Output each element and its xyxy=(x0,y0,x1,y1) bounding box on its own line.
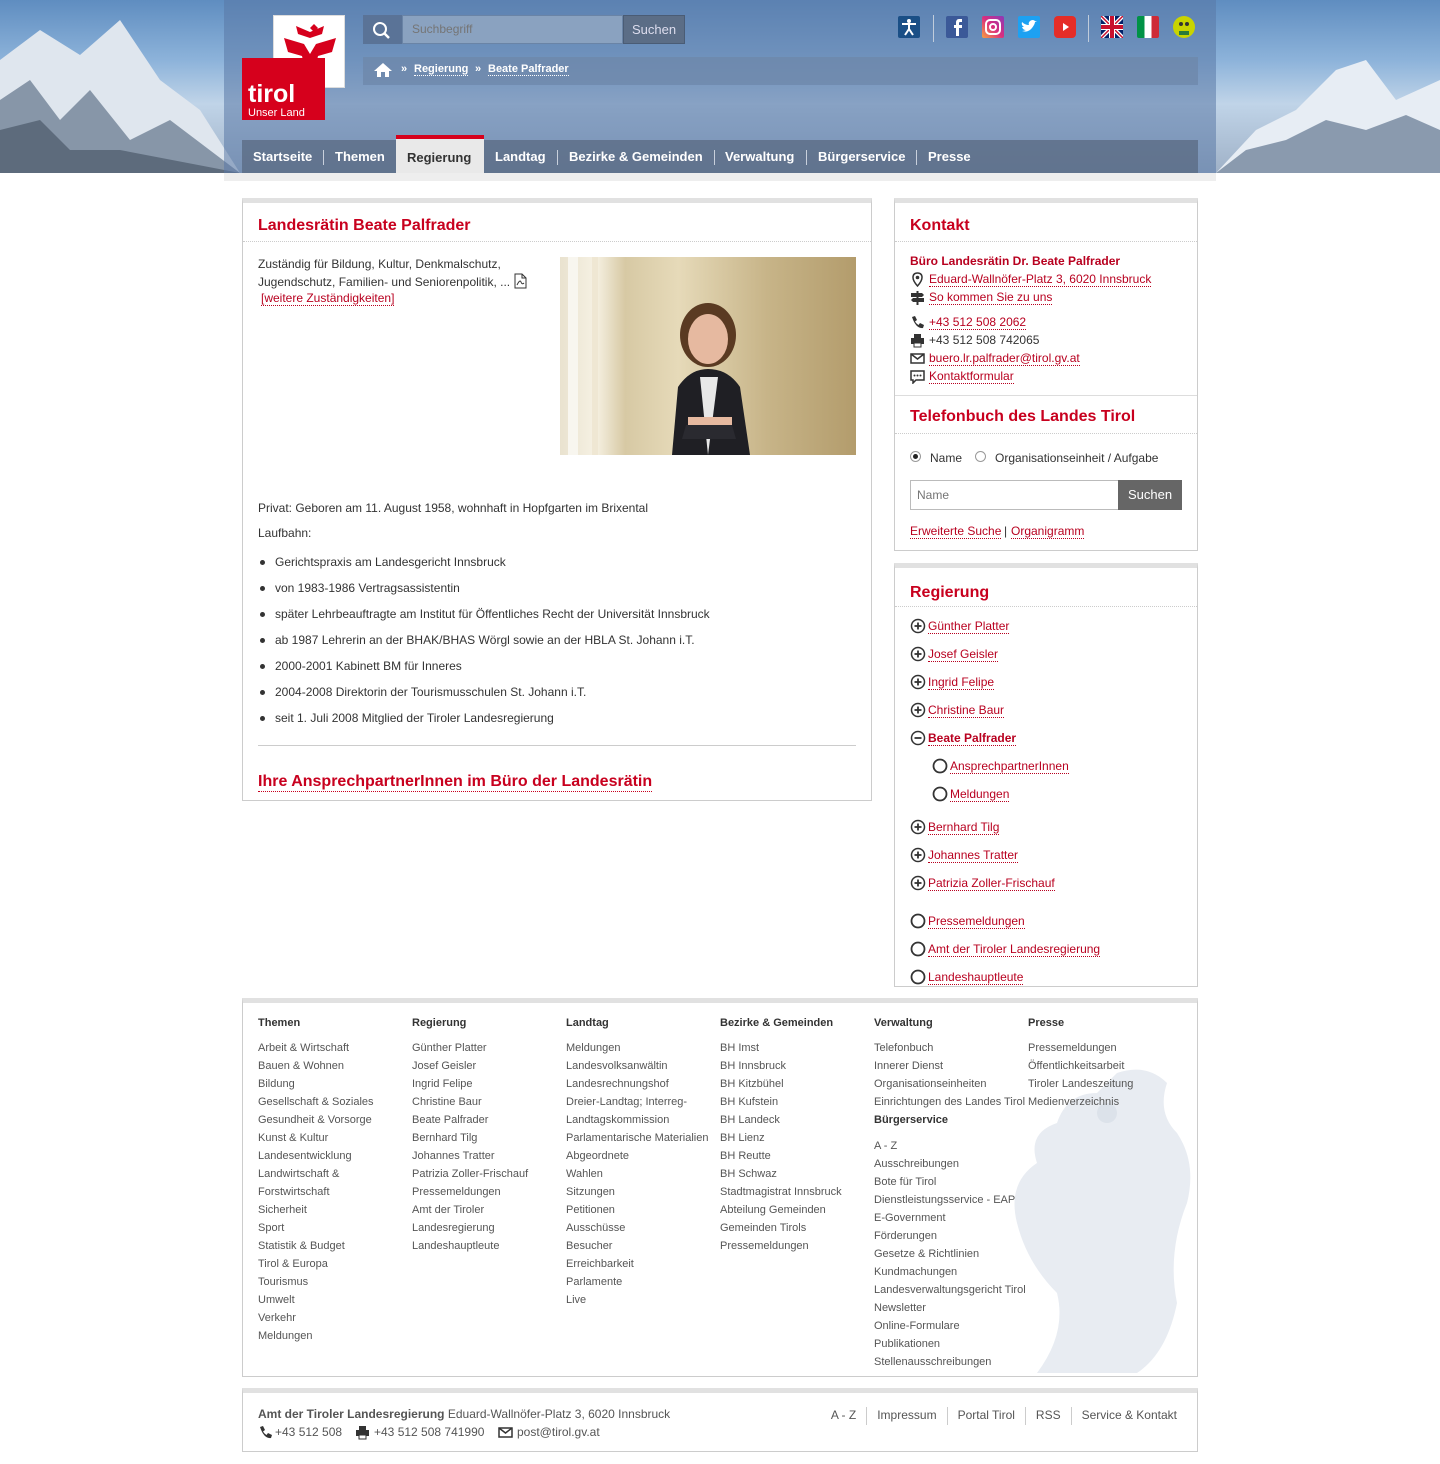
nav-regierung[interactable]: Regierung xyxy=(396,135,484,173)
regierung-member-link[interactable]: Günther Platter xyxy=(928,619,1010,633)
footer-link[interactable]: Tirol & Europa xyxy=(258,1258,328,1270)
footer-link[interactable]: Sitzungen xyxy=(566,1186,615,1198)
regierung-extra-link[interactable]: Landeshauptleute xyxy=(928,970,1024,984)
regierung-subitem-link[interactable]: Meldungen xyxy=(950,787,1010,801)
radio-name[interactable] xyxy=(910,451,921,462)
footer-link[interactable]: Telefonbuch xyxy=(874,1042,934,1054)
regierung-member-link[interactable]: Bernhard Tilg xyxy=(928,820,1000,834)
regierung-member-link[interactable]: Patrizia Zoller-Frischauf xyxy=(928,876,1055,890)
title-divider xyxy=(243,241,871,242)
footer-link[interactable]: Landesentwicklung xyxy=(258,1150,352,1162)
footer-link[interactable]: Patrizia Zoller-Frischauf xyxy=(412,1168,529,1180)
list-item: später Lehrbeauftragte am Institut für Öffentliches Recht der Universität Innsbruck xyxy=(275,607,710,621)
main-navigation xyxy=(242,140,1198,173)
circle-icon xyxy=(910,913,926,929)
regierung-member-link[interactable]: Beate Palfrader xyxy=(928,731,1017,745)
phonebook-name-input[interactable] xyxy=(910,480,1119,510)
list-bullet xyxy=(260,690,265,695)
email-link[interactable]: buero.lr.palfrader@tirol.gv.at xyxy=(929,351,1080,365)
flag-uk-icon[interactable] xyxy=(1101,16,1123,38)
footer-link[interactable]: Gesetze & Richtlinien xyxy=(874,1248,980,1260)
breadcrumb-separator: » xyxy=(475,63,482,75)
footer-link[interactable]: Josef Geisler xyxy=(412,1060,477,1072)
footer-column-presse xyxy=(1028,1017,1133,1111)
footer-link[interactable]: BH Innsbruck xyxy=(720,1060,787,1072)
expand-icon[interactable] xyxy=(910,819,926,835)
footer-link[interactable]: Johannes Tratter xyxy=(412,1150,495,1162)
expand-icon[interactable] xyxy=(910,646,926,662)
footer-link[interactable]: Forstwirtschaft xyxy=(258,1186,330,1198)
directions-link[interactable]: So kommen Sie zu uns xyxy=(929,290,1053,304)
footer-column-landtag xyxy=(566,1017,708,1309)
footer-org: Amt der Tiroler Landesregierung xyxy=(258,1407,445,1421)
footer-link[interactable]: Pressemeldungen xyxy=(720,1240,809,1252)
list-item: seit 1. Juli 2008 Mitglied der Tiroler Landesregierung xyxy=(275,711,554,725)
breadcrumb xyxy=(363,57,1198,85)
list-bullet xyxy=(260,716,265,721)
nav-buergerservice[interactable]: Bürgerservice xyxy=(818,149,906,164)
footer-link[interactable]: BH Lienz xyxy=(720,1132,765,1144)
mail-icon xyxy=(498,1425,513,1440)
more-responsibilities-link[interactable]: [weitere Zuständigkeiten] xyxy=(261,291,395,305)
easy-language-icon[interactable] xyxy=(1173,16,1195,38)
footer-link[interactable]: Online-Formulare xyxy=(874,1320,960,1332)
list-bullet xyxy=(260,664,265,669)
footer-link[interactable]: Landesrechnungshof xyxy=(566,1078,669,1090)
mail-icon xyxy=(910,351,925,366)
regierung-extra-link[interactable]: Amt der Tiroler Landesregierung xyxy=(928,942,1101,956)
circle-icon xyxy=(932,758,948,774)
language-divider xyxy=(1088,15,1089,42)
footer-column-title[interactable]: Landtag xyxy=(566,1017,609,1029)
footer-link[interactable]: Petitionen xyxy=(566,1204,615,1216)
footer-link[interactable]: Organisationseinheiten xyxy=(874,1078,987,1090)
footer-link[interactable]: Live xyxy=(566,1294,587,1306)
footer-column-bezirke-gemeinden xyxy=(720,1017,842,1255)
footer-link[interactable]: Günther Platter xyxy=(412,1042,487,1054)
footer-link[interactable]: Gesundheit & Vorsorge xyxy=(258,1114,372,1126)
radio-org-label: Organisationseinheit / Aufgabe xyxy=(995,451,1159,465)
search-button[interactable]: Suchen xyxy=(623,15,685,44)
footer-link[interactable]: Bauen & Wohnen xyxy=(258,1060,345,1072)
list-item: ab 1987 Lehrerin an der BHAK/BHAS Wörgl sowie an der HBLA St. Johann i.T. xyxy=(275,633,695,647)
footer-bottom-link[interactable]: A - Z xyxy=(830,1408,857,1423)
career-label: Laufbahn: xyxy=(258,526,312,540)
expand-icon[interactable] xyxy=(910,847,926,863)
footer-link[interactable]: Verkehr xyxy=(258,1312,296,1324)
sidebar-contact-box xyxy=(894,198,1198,551)
footer-link[interactable]: Stellenausschreibungen xyxy=(874,1356,992,1368)
footer-link[interactable]: Meldungen xyxy=(258,1330,313,1342)
private-info: Privat: Geboren am 11. August 1958, wohnhaft in Hopfgarten im Brixental xyxy=(258,501,648,515)
regierung-member-link[interactable]: Ingrid Felipe xyxy=(928,675,995,689)
footer-link[interactable]: Abgeordnete xyxy=(566,1150,629,1162)
footer-link[interactable]: Pressemeldungen xyxy=(1028,1042,1117,1054)
regierung-subitem-link[interactable]: AnsprechpartnerInnen xyxy=(950,759,1069,773)
nav-bezirke-gemeinden[interactable]: Bezirke & Gemeinden xyxy=(569,149,703,164)
footer-link[interactable]: Dreier-Landtag; Interreg- xyxy=(566,1096,688,1108)
footer-email[interactable]: post@tirol.gv.at xyxy=(517,1425,600,1439)
footer-link[interactable]: Parlamente xyxy=(566,1276,623,1288)
footer-column-title[interactable]: Verwaltung xyxy=(874,1017,933,1029)
youtube-icon[interactable] xyxy=(1054,16,1076,38)
footer-column-title[interactable]: Bürgerservice xyxy=(874,1114,948,1126)
expand-icon[interactable] xyxy=(910,875,926,891)
footer-link[interactable]: Statistik & Budget xyxy=(258,1240,345,1252)
home-icon[interactable] xyxy=(373,62,393,78)
collapse-icon[interactable] xyxy=(910,730,926,746)
radio-name-label: Name xyxy=(930,451,963,465)
nav-themen[interactable]: Themen xyxy=(335,149,385,164)
footer-link[interactable]: Arbeit & Wirtschaft xyxy=(258,1042,350,1054)
social-divider xyxy=(933,15,934,42)
accessibility-icon[interactable] xyxy=(898,16,920,38)
footer-bottom-link[interactable]: Service & Kontakt xyxy=(1081,1408,1177,1423)
footer-link-separator xyxy=(1071,1407,1072,1425)
footer-phone: +43 512 508 xyxy=(275,1425,343,1439)
regierung-title: Regierung xyxy=(910,584,990,601)
facebook-icon[interactable] xyxy=(946,16,968,38)
header-shadow xyxy=(224,173,1216,181)
footer-column-themen xyxy=(258,1017,374,1345)
radio-org[interactable] xyxy=(975,451,986,462)
phone-icon xyxy=(258,1425,273,1440)
breadcrumb-item-current[interactable]: Beate Palfrader xyxy=(488,63,569,75)
responsibilities-text: Zuständig für Bildung, Kultur, Denkmalschutz, Jugendschutz, Familien- und Seniorenpolitik, ... xyxy=(258,255,533,291)
breadcrumb-item-regierung[interactable]: Regierung xyxy=(414,63,469,75)
footer-link[interactable]: Landesverwaltungsgericht Tirol xyxy=(874,1284,1026,1296)
footer-link-separator xyxy=(866,1407,867,1425)
footer-link[interactable]: Bernhard Tilg xyxy=(412,1132,478,1144)
footer-link[interactable]: BH Reutte xyxy=(720,1150,771,1162)
footer-link[interactable]: Stadtmagistrat Innsbruck xyxy=(720,1186,842,1198)
contact-form-link[interactable]: Kontaktformular xyxy=(929,369,1014,383)
footer-link[interactable]: Sport xyxy=(258,1222,285,1234)
footer-link[interactable]: BH Kufstein xyxy=(720,1096,779,1108)
circle-icon xyxy=(910,969,926,985)
list-bullet xyxy=(260,612,265,617)
nav-verwaltung[interactable]: Verwaltung xyxy=(725,149,795,164)
footer-link[interactable]: Wahlen xyxy=(566,1168,603,1180)
footer-bottom-link[interactable]: RSS xyxy=(1035,1408,1061,1423)
flag-italy-icon[interactable] xyxy=(1137,16,1159,38)
title-divider xyxy=(895,433,1197,434)
footer-link[interactable]: Tourismus xyxy=(258,1276,309,1288)
logo-text: tirol xyxy=(248,80,296,108)
chat-form-icon xyxy=(910,369,925,384)
footer-link[interactable]: BH Schwaz xyxy=(720,1168,777,1180)
regierung-extra-link[interactable]: Pressemeldungen xyxy=(928,914,1025,928)
footer-link-separator xyxy=(1025,1407,1026,1425)
footer-bottom xyxy=(242,1388,1198,1452)
footer-column-title[interactable]: Regierung xyxy=(412,1017,467,1029)
title-divider xyxy=(895,606,1197,607)
expand-icon[interactable] xyxy=(910,674,926,690)
search-icon[interactable] xyxy=(363,15,402,44)
footer-column-title[interactable]: Themen xyxy=(258,1017,301,1029)
footer-bottom-link[interactable]: Portal Tirol xyxy=(957,1408,1015,1423)
footer-bottom-link[interactable]: Impressum xyxy=(877,1408,937,1423)
footer-link[interactable]: Ausschüsse xyxy=(566,1222,626,1234)
footer-links xyxy=(831,1407,1177,1425)
footer-link[interactable]: Medienverzeichnis xyxy=(1028,1096,1120,1108)
sidebar-regierung-box xyxy=(894,563,1198,987)
regierung-member-link[interactable]: Christine Baur xyxy=(928,703,1005,717)
footer-link[interactable]: Bote für Tirol xyxy=(874,1176,937,1188)
footer-link[interactable]: Landtagskommission xyxy=(566,1114,670,1126)
footer-column-title[interactable]: Presse xyxy=(1028,1017,1065,1029)
main-content xyxy=(242,198,872,801)
footer-link[interactable]: Gemeinden Tirols xyxy=(720,1222,807,1234)
address-link[interactable]: Eduard-Wallnöfer-Platz 3, 6020 Innsbruck xyxy=(929,272,1152,286)
footer-link[interactable]: Landwirtschaft & xyxy=(258,1168,340,1180)
footer-link-separator xyxy=(947,1407,948,1425)
phone-link[interactable]: +43 512 508 2062 xyxy=(929,315,1027,329)
footer-link[interactable]: BH Landeck xyxy=(720,1114,780,1126)
organigram-link[interactable]: Organigramm xyxy=(1011,524,1085,538)
footer-link[interactable]: Meldungen xyxy=(566,1042,621,1054)
footer-link[interactable]: Innerer Dienst xyxy=(874,1060,944,1072)
regierung-member-link[interactable]: Johannes Tratter xyxy=(928,848,1019,862)
circle-icon xyxy=(910,941,926,957)
link-divider: | xyxy=(1004,524,1008,538)
footer-link[interactable]: Dienstleistungsservice - EAP xyxy=(874,1194,1016,1206)
page-title: Landesrätin Beate Palfrader xyxy=(258,217,471,234)
nav-startseite[interactable]: Startseite xyxy=(253,149,313,164)
footer-link[interactable]: Kundmachungen xyxy=(874,1266,958,1278)
nav-landtag[interactable]: Landtag xyxy=(495,149,546,164)
list-item: 2000-2001 Kabinett BM für Inneres xyxy=(275,659,462,673)
regierung-member-link[interactable]: Josef Geisler xyxy=(928,647,999,661)
footer-link[interactable]: Umwelt xyxy=(258,1294,295,1306)
footer-sitemap xyxy=(242,998,1198,1377)
footer-link[interactable]: Pressemeldungen xyxy=(412,1186,501,1198)
footer-column-regierung xyxy=(412,1017,528,1255)
footer-link[interactable]: A - Z xyxy=(874,1140,898,1152)
expand-icon[interactable] xyxy=(910,618,926,634)
footer-link[interactable]: Bildung xyxy=(258,1078,295,1090)
list-item: Gerichtspraxis am Landesgericht Innsbruck xyxy=(275,555,506,569)
list-item: 2004-2008 Direktorin der Tourismusschulen St. Johann i.T. xyxy=(275,685,587,699)
portrait-photo xyxy=(560,257,856,455)
footer-link[interactable]: Landesregierung xyxy=(412,1222,495,1234)
footer-link[interactable]: Sicherheit xyxy=(258,1204,307,1216)
footer-link[interactable]: Tiroler Landeszeitung xyxy=(1028,1078,1134,1090)
list-bullet xyxy=(260,586,265,591)
contacts-heading[interactable]: Ihre AnsprechpartnerInnen im Büro der Landesrätin xyxy=(258,773,653,790)
search-input[interactable] xyxy=(402,15,623,44)
footer-link[interactable]: Förderungen xyxy=(874,1230,937,1242)
instagram-icon[interactable] xyxy=(982,16,1004,38)
footer-link[interactable]: Erreichbarkeit xyxy=(566,1258,634,1270)
footer-link[interactable]: Öffentlichkeitsarbeit xyxy=(1028,1060,1125,1072)
footer-link[interactable]: BH Kitzbühel xyxy=(720,1078,784,1090)
footer-link[interactable]: Parlamentarische Materialien xyxy=(566,1132,709,1144)
circle-icon xyxy=(932,786,948,802)
phonebook-title: Telefonbuch des Landes Tirol xyxy=(910,408,1136,425)
footer-link[interactable]: Besucher xyxy=(566,1240,613,1252)
fax-icon xyxy=(910,333,925,348)
nav-presse[interactable]: Presse xyxy=(928,149,971,164)
phonebook-search-button[interactable]: Suchen xyxy=(1118,480,1182,510)
fax-number: +43 512 508 742065 xyxy=(929,333,1040,347)
footer-link[interactable]: Ingrid Felipe xyxy=(412,1078,473,1090)
fax-icon xyxy=(355,1425,370,1440)
footer-link[interactable]: Newsletter xyxy=(874,1302,926,1314)
footer-link[interactable]: Ausschreibungen xyxy=(874,1158,960,1170)
footer-link[interactable]: Publikationen xyxy=(874,1338,941,1350)
contact-title: Kontakt xyxy=(910,217,970,234)
list-bullet xyxy=(260,638,265,643)
expand-icon[interactable] xyxy=(910,702,926,718)
footer-link[interactable]: Amt der Tiroler xyxy=(412,1204,485,1216)
mountain-right-image xyxy=(1216,0,1440,173)
title-divider xyxy=(895,241,1197,242)
footer-link[interactable]: Landeshauptleute xyxy=(412,1240,500,1252)
pdf-icon[interactable] xyxy=(513,273,527,289)
footer-link[interactable]: Landesvolksanwältin xyxy=(566,1060,668,1072)
footer-fax: +43 512 508 741990 xyxy=(374,1425,485,1439)
footer-link[interactable]: Beate Palfrader xyxy=(412,1114,489,1126)
mountain-left-image xyxy=(0,0,240,173)
footer-link[interactable]: Gesellschaft & Soziales xyxy=(258,1096,374,1108)
footer-link[interactable]: Kunst & Kultur xyxy=(258,1132,329,1144)
office-name: Büro Landesrätin Dr. Beate Palfrader xyxy=(910,254,1121,268)
location-pin-icon xyxy=(910,272,925,287)
phone-icon xyxy=(910,315,925,330)
section-divider xyxy=(895,395,1197,396)
footer-column-title[interactable]: Bezirke & Gemeinden xyxy=(720,1017,834,1029)
logo-subtitle: Unser Land xyxy=(248,107,305,119)
footer-link[interactable]: E-Government xyxy=(874,1212,946,1224)
footer-link[interactable]: Abteilung Gemeinden xyxy=(720,1204,826,1216)
advanced-search-link[interactable]: Erweiterte Suche xyxy=(910,524,1002,538)
breadcrumb-separator: » xyxy=(401,63,408,75)
twitter-icon[interactable] xyxy=(1018,16,1040,38)
footer-link[interactable]: Einrichtungen des Landes Tirol xyxy=(874,1096,1026,1108)
footer-link[interactable]: Christine Baur xyxy=(412,1096,482,1108)
list-bullet xyxy=(260,560,265,565)
footer-address: Eduard-Wallnöfer-Platz 3, 6020 Innsbruck xyxy=(447,1407,671,1421)
signpost-icon xyxy=(910,290,925,305)
list-item: von 1983-1986 Vertragsassistentin xyxy=(275,581,460,595)
footer-link[interactable]: BH Imst xyxy=(720,1042,760,1054)
footer-column-verwaltung xyxy=(874,1017,1026,1371)
section-divider xyxy=(258,745,856,746)
